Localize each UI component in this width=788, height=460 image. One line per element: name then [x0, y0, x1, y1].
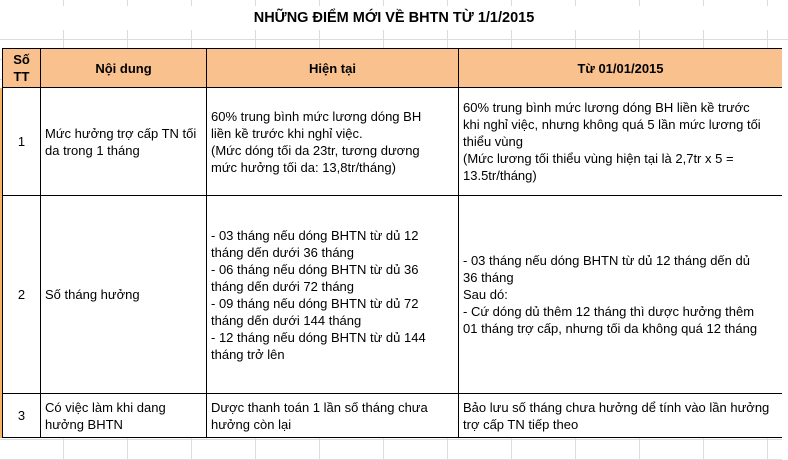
cell-line: 01 tháng trợ cấp, nhưng tối da không quá 12 tháng — [463, 321, 758, 336]
cell-line: - 09 tháng nếu dóng BHTN từ dủ 72 — [211, 295, 419, 311]
cell-hien-tai[interactable] — [207, 88, 459, 196]
cell-text: Mức hưởng trợ cấp TN tối da trong 1 tháng — [45, 125, 197, 158]
cell-line: - 03 tháng nếu dóng BHTN từ dủ 12 — [211, 227, 419, 243]
cell-line: Dược thanh toán 1 lần số tháng chưa — [211, 399, 428, 415]
cell-line: liền kề trước khi nghỉ việc. — [211, 125, 363, 141]
header-cell-noi-dung[interactable]: Nội dung — [41, 49, 207, 88]
sheet-right-margin — [782, 48, 788, 460]
table-header-row — [3, 49, 783, 88]
header-cell-hien-tai[interactable]: Hiện tại — [207, 49, 459, 88]
cell-noi-dung[interactable] — [41, 88, 207, 196]
cell-line: khi nghỉ việc, nhưng không quá 5 lần mức lương tối — [463, 117, 761, 132]
cell-line: 60% trung bình mức lương dóng BH — [211, 108, 422, 124]
header-cell-stt[interactable]: Số TT — [3, 49, 41, 88]
cell-stt[interactable]: 1 — [3, 88, 41, 196]
cell-line: 13.5tr/tháng) — [463, 168, 537, 183]
table-row — [3, 88, 783, 196]
cell-line: trợ cấp TN tiếp theo — [463, 416, 579, 432]
table-row — [3, 394, 783, 438]
cell-line: tháng dến dưới 72 tháng — [211, 278, 355, 294]
cell-line: thiểu vùng — [463, 134, 523, 149]
cell-line: tháng trở lên — [211, 346, 285, 362]
cell-stt[interactable]: 2 — [3, 196, 41, 394]
cell-noi-dung[interactable] — [41, 394, 207, 438]
cell-line: 36 tháng — [463, 270, 514, 285]
table-row — [3, 196, 783, 394]
cell-line: (Mức dóng tối da 23tr, tương dương — [211, 142, 420, 158]
cell-line: - 06 tháng nếu dóng BHTN từ dủ 36 — [211, 261, 419, 277]
cell-line: Bảo lưu số tháng chưa hưởng dể tính vào lần hưởng — [463, 399, 770, 415]
cell-line: mức hưởng tối da: 13,8tr/tháng) — [211, 159, 396, 175]
cell-tu-2015[interactable] — [459, 88, 783, 196]
cell-hien-tai[interactable] — [207, 196, 459, 394]
cell-line: - Cứ dóng dủ thêm 12 tháng thì dược hưởng thêm — [463, 304, 755, 319]
cell-noi-dung[interactable] — [41, 196, 207, 394]
cell-hien-tai[interactable] — [207, 394, 459, 438]
cell-line: Sau dó: — [463, 287, 508, 302]
cell-line: hưởng còn lại — [211, 416, 292, 432]
cell-line: tháng dến dưới 144 tháng — [211, 312, 362, 328]
cell-line: 60% trung bình mức lương dóng BH liền kề trước — [463, 100, 750, 115]
cell-line: - 12 tháng nếu dóng BHTN từ dủ 144 — [211, 329, 426, 345]
cell-line: - 03 tháng nếu dóng BHTN từ dủ 12 tháng dến dủ — [463, 253, 750, 268]
cell-line: (Mức lương tối thiểu vùng hiện tại là 2,7tr x 5 = — [463, 151, 734, 166]
sheet-title: NHỮNG ĐIỂM MỚI VỀ BHTN TỪ 1/1/2015 — [0, 6, 788, 30]
cell-stt[interactable]: 3 — [3, 394, 41, 438]
header-cell-tu-2015[interactable]: Từ 01/01/2015 — [459, 49, 783, 88]
cell-tu-2015[interactable] — [459, 196, 783, 394]
cell-text: Có việc làm khi dang hưởng BHTN — [45, 399, 166, 432]
comparison-table — [2, 48, 783, 438]
cell-tu-2015[interactable] — [459, 394, 783, 438]
cell-text: Số tháng hưởng — [45, 287, 140, 302]
cell-line: tháng dến dưới 36 tháng — [211, 244, 355, 260]
